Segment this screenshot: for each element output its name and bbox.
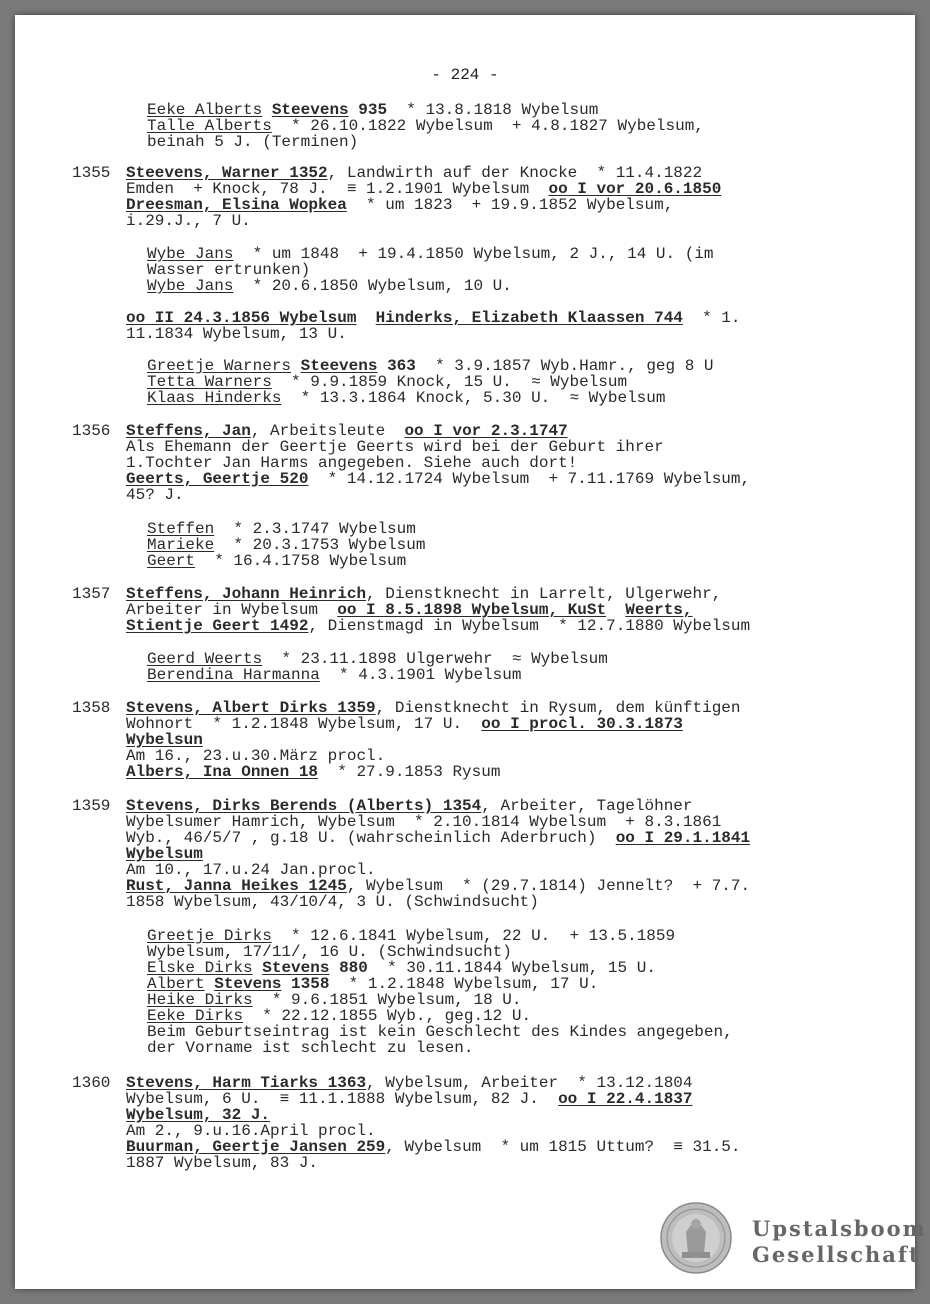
society-seal-icon [660, 1202, 732, 1274]
text-line [126, 618, 750, 634]
text-segment: * um 1848 + 19.4.1850 Wybelsum, 2 J., 14 U. (im [233, 245, 714, 263]
underlined-name: Greetje Warners [147, 357, 292, 375]
text-segment: * 16.4.1758 Wybelsum [195, 552, 407, 570]
text-line [147, 134, 358, 150]
text-line [147, 358, 714, 374]
page-number: - 224 - [431, 66, 499, 84]
text-segment: * 27.9.1853 Rysum [318, 763, 501, 781]
text-line [126, 197, 673, 213]
text-line [126, 213, 251, 229]
text-line [147, 944, 512, 960]
entry-number: 1356 [72, 422, 111, 440]
text-line [126, 1091, 693, 1107]
text-line [147, 976, 598, 992]
text-segment: * 23.11.1898 Ulgerwehr ≈ Wybelsum [262, 650, 608, 668]
underlined-name: Albers, Ina Onnen 18 [126, 763, 319, 781]
text-segment: * 12.6.1841 Wybelsum, 22 U. + 13.5.1859 [271, 927, 676, 945]
entry-number: 1359 [72, 797, 111, 815]
text-segment: Wohnort * 1.2.1848 Wybelsum, 17 U. [126, 715, 482, 733]
text-segment: * 1. [682, 309, 741, 327]
text-segment: Wasser ertrunken) [147, 261, 311, 279]
text-segment: 1358 [291, 975, 330, 993]
underlined-name: oo I vor 20.6.1850 [548, 180, 722, 198]
text-segment: * 3.9.1857 Wyb.Hamr., geg 8 U [415, 357, 714, 375]
text-line [126, 1139, 741, 1155]
text-segment: 1887 Wybelsum, 83 J. [126, 1154, 319, 1172]
text-segment: 11.1834 Wybelsum, 13 U. [126, 325, 347, 343]
text-line [126, 830, 750, 846]
underlined-name: Hinderks, Elizabeth Klaassen 744 [375, 309, 683, 327]
text-line [126, 439, 664, 455]
text-segment [356, 309, 375, 327]
text-segment: Emden + Knock, 78 J. ≡ 1.2.1901 Wybelsum [126, 180, 549, 198]
underlined-name: oo I vor 2.3.1747 [404, 422, 568, 440]
text-segment: , Wybelsum * (29.7.1814) Jennelt? + 7.7. [346, 877, 751, 895]
text-line [147, 992, 521, 1008]
text-line [147, 960, 656, 976]
underlined-name: Tetta Warners [147, 373, 272, 391]
text-line [147, 1040, 473, 1056]
text-line [147, 553, 406, 569]
text-segment: * 26.10.1822 Wybelsum + 4.8.1827 Wybelsum, [271, 117, 704, 135]
underlined-name: Klaas Hinderks [147, 389, 282, 407]
underlined-name: Wybelsum [126, 845, 203, 863]
text-line [147, 102, 598, 118]
text-segment: Arbeiter in Wybelsum [126, 601, 338, 619]
underlined-name: Stientje Geert 1492 [126, 617, 309, 635]
text-segment: Am 10., 17.u.24 Jan.procl. [126, 861, 376, 879]
underlined-name: Stevens [262, 959, 330, 977]
underlined-name: Stevens, Albert Dirks 1359 [126, 699, 376, 717]
underlined-name: Steevens [271, 101, 349, 119]
text-segment: , Dienstknecht in Larrelt, Ulgerwehr, [366, 585, 722, 603]
text-segment: 935 [358, 101, 388, 119]
text-line [126, 165, 702, 181]
text-line [126, 748, 385, 764]
text-segment: Wybelsum, 6 U. ≡ 11.1.1888 Wybelsum, 82 J. [126, 1090, 559, 1108]
text-segment: Wybelsumer Hamrich, Wybelsum * 2.10.1814 Wybelsum + 8.3.1861 [126, 813, 722, 831]
text-segment: 363 [387, 357, 416, 375]
text-segment: Am 2., 9.u.16.April procl. [126, 1122, 376, 1140]
underlined-name: Steffen [147, 520, 215, 538]
underlined-name: oo II 24.3.1856 Wybelsum [126, 309, 357, 327]
text-line [126, 1123, 376, 1139]
underlined-name: Steevens [300, 357, 378, 375]
text-line [126, 455, 577, 471]
underlined-name: Stevens [214, 975, 282, 993]
text-segment: * um 1823 + 19.9.1852 Wybelsum, [346, 196, 674, 214]
text-line [147, 374, 627, 390]
text-segment: * 9.9.1859 Knock, 15 U. ≈ Wybelsum [271, 373, 628, 391]
text-line [147, 246, 714, 262]
underlined-name: Albert [147, 975, 205, 993]
underlined-name: oo I procl. 30.3.1873 [481, 715, 683, 733]
text-segment: * 14.12.1724 Wybelsum + 7.11.1769 Wybelsum, [308, 470, 751, 488]
text-segment: , Arbeiter, Tagelöhner [481, 797, 693, 815]
text-segment: Beim Geburtseintrag ist kein Geschlecht des Kindes angegeben, [147, 1023, 733, 1041]
entry-number: 1358 [72, 699, 111, 717]
underlined-name: Buurman, Geertje Jansen 259 [126, 1138, 386, 1156]
underlined-name: Eeke Alberts [147, 101, 263, 119]
text-line [147, 278, 512, 294]
text-line [147, 521, 416, 537]
text-line [126, 764, 500, 780]
underlined-name: oo I 22.4.1837 [558, 1090, 693, 1108]
logo-line-1: Upstalsboom [752, 1216, 927, 1241]
underlined-name: Geerd Weerts [147, 650, 263, 668]
text-line [147, 262, 310, 278]
text-line [126, 487, 184, 503]
text-line [126, 310, 741, 326]
underlined-name: Stevens, Dirks Berends (Alberts) 1354 [126, 797, 482, 815]
text-line [126, 1107, 270, 1123]
text-segment: der Vorname ist schlecht zu lesen. [147, 1039, 474, 1057]
text-line [126, 471, 750, 487]
text-line [126, 326, 347, 342]
text-line [126, 894, 539, 910]
underlined-name: Stevens, Harm Tiarks 1363 [126, 1074, 367, 1092]
underlined-name: Wybe Jans [147, 277, 234, 295]
underlined-name: Elske Dirks [147, 959, 253, 977]
entry-number: 1360 [72, 1074, 111, 1092]
text-line [147, 667, 521, 683]
text-segment: 880 [339, 959, 368, 977]
underlined-name: Talle Alberts [147, 117, 272, 135]
underlined-name: Wybe Jans [147, 245, 234, 263]
text-segment: * 4.3.1901 Wybelsum [319, 666, 522, 684]
underlined-name: Steffens, Jan [126, 422, 251, 440]
entry-number: 1357 [72, 585, 111, 603]
underlined-name: Greetje Dirks [147, 927, 272, 945]
entry-number: 1355 [72, 164, 111, 182]
text-line [126, 862, 376, 878]
text-line [147, 651, 608, 667]
text-segment: * 13.3.1864 Knock, 5.30 U. ≈ Wybelsum [281, 389, 666, 407]
text-segment: * 1.2.1848 Wybelsum, 17 U. [329, 975, 599, 993]
text-line [147, 1024, 733, 1040]
text-line [126, 423, 568, 439]
text-segment: Am 16., 23.u.30.März procl. [126, 747, 386, 765]
text-segment: * 22.12.1855 Wyb., geg.12 U. [243, 1007, 532, 1025]
underlined-name: Dreesman, Elsina Wopkea [126, 196, 347, 214]
text-line [147, 1008, 531, 1024]
text-line [147, 928, 675, 944]
underlined-name: oo I 29.1.1841 [615, 829, 751, 847]
text-line [126, 1155, 318, 1171]
text-line [147, 537, 425, 553]
text-segment: * 20.3.1753 Wybelsum [214, 536, 426, 554]
text-segment: i.29.J., 7 U. [126, 212, 251, 230]
text-segment: , Landwirth auf der Knocke * 11.4.1822 [327, 164, 703, 182]
underlined-name: oo I 8.5.1898 Wybelsum, KuSt [337, 601, 607, 619]
text-line [126, 732, 203, 748]
text-line [126, 1075, 693, 1091]
text-line [126, 798, 693, 814]
underlined-name: Heike Dirks [147, 991, 253, 1009]
text-segment: 1.Tochter Jan Harms angegeben. Siehe auch dort! [126, 454, 578, 472]
text-segment: , Dienstknecht in Rysum, dem künftigen [375, 699, 741, 717]
text-segment: * 9.6.1851 Wybelsum, 18 U. [252, 991, 522, 1009]
text-segment: * 30.11.1844 Wybelsum, 15 U. [367, 959, 656, 977]
underlined-name: Weerts, [625, 601, 693, 619]
text-segment: * 2.3.1747 Wybelsum [214, 520, 416, 538]
text-segment: beinah 5 J. (Terminen) [147, 133, 359, 151]
underlined-name: Marieke [147, 536, 215, 554]
text-segment: * 20.6.1850 Wybelsum, 10 U. [233, 277, 512, 295]
text-segment: , Wybelsum * um 1815 Uttum? ≡ 31.5. [385, 1138, 741, 1156]
underlined-name: Wybelsum, 32 J. [126, 1106, 271, 1124]
text-line [126, 878, 750, 894]
underlined-name: Geerts, Geertje 520 [126, 470, 309, 488]
text-line [126, 181, 721, 197]
text-segment: , Wybelsum, Arbeiter * 13.12.1804 [366, 1074, 693, 1092]
logo-line-2: Gesellschaft [752, 1242, 921, 1267]
text-line [147, 390, 665, 406]
underlined-name: Wybelsun [126, 731, 203, 749]
text-line [126, 814, 721, 830]
text-line [126, 716, 683, 732]
text-segment: Als Ehemann der Geertje Geerts wird bei der Geburt ihrer [126, 438, 664, 456]
text-line [126, 586, 721, 602]
underlined-name: Eeke Dirks [147, 1007, 244, 1025]
underlined-name: Steffens, Johann Heinrich [126, 585, 367, 603]
underlined-name: Geert [147, 552, 196, 570]
underlined-name: Berendina Harmanna [147, 666, 320, 684]
text-segment: 45? J. [126, 486, 184, 504]
text-segment: 1858 Wybelsum, 43/10/4, 3 U. (Schwindsucht) [126, 893, 539, 911]
text-line [147, 118, 704, 134]
underlined-name: Rust, Janna Heikes 1245 [126, 877, 347, 895]
text-segment: , Dienstmagd in Wybelsum * 12.7.1880 Wybelsum [308, 617, 751, 635]
text-line [126, 846, 203, 862]
text-segment: * 13.8.1818 Wybelsum [387, 101, 599, 119]
text-segment: , Arbeitsleute [250, 422, 405, 440]
text-segment: Wybelsum, 17/11/, 16 U. (Schwindsucht) [147, 943, 512, 961]
text-segment: Wyb., 46/5/7 , g.18 U. (wahrscheinlich Aderbruch) [126, 829, 616, 847]
text-line [126, 602, 693, 618]
underlined-name: Steevens, Warner 1352 [126, 164, 328, 182]
text-line [126, 700, 741, 716]
